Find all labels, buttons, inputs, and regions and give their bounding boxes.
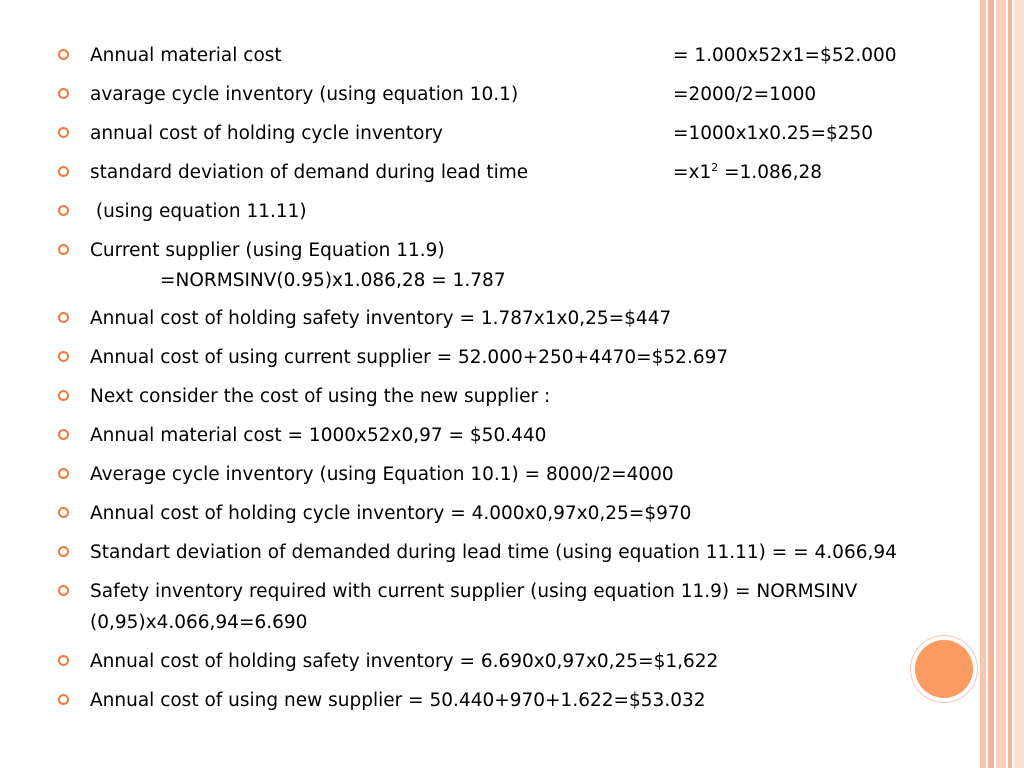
bullet-list <box>58 40 958 724</box>
item-text: Annual cost of holding safety inventory = 6.690x0,97x0,25=$1,622 <box>90 651 719 672</box>
list-item <box>58 420 958 451</box>
value-superscript: 2 <box>711 160 719 174</box>
item-text: Annual cost of holding cycle inventory = 4.000x0,97x0,25=$970 <box>90 503 692 524</box>
bullet-icon <box>58 468 69 479</box>
item-text: Annual material cost = 1000x52x0,97 = $50.440 <box>90 425 547 446</box>
bullet-icon <box>58 127 69 138</box>
list-item <box>58 157 958 188</box>
bullet-icon <box>58 166 69 177</box>
item-text: Annual material cost <box>90 45 282 66</box>
bullet-icon <box>58 205 69 216</box>
list-item <box>58 235 958 295</box>
decorative-stripe <box>996 0 1006 768</box>
decorative-stripe <box>988 0 994 768</box>
list-item <box>58 459 958 490</box>
bullet-icon <box>58 546 69 557</box>
item-value: = 1.000x52x1=$52.000 <box>673 45 897 66</box>
decorative-stripe <box>980 0 986 768</box>
list-item <box>58 196 958 227</box>
bullet-icon <box>58 312 69 323</box>
item-text: Standart deviation of demanded during lead time (using equation 11.11) = = 4.066,94 <box>90 542 897 563</box>
bullet-icon <box>58 88 69 99</box>
item-text: (using equation 11.11) <box>90 201 307 222</box>
list-item <box>58 303 958 334</box>
item-value: =2000/2=1000 <box>673 84 817 105</box>
item-text: Current supplier (using Equation 11.9) <box>90 240 445 261</box>
bullet-icon <box>58 655 69 666</box>
bullet-icon <box>58 429 69 440</box>
item-text: standard deviation of demand during lead time <box>90 162 529 183</box>
list-item <box>58 646 958 677</box>
item-text: Annual cost of holding safety inventory = 1.787x1x0,25=$447 <box>90 308 672 329</box>
list-item <box>58 118 958 149</box>
list-item <box>58 381 958 412</box>
list-item <box>58 576 958 638</box>
bullet-icon <box>58 351 69 362</box>
bullet-icon <box>58 244 69 255</box>
item-text: Average cycle inventory (using Equation 10.1) = 8000/2=4000 <box>90 464 674 485</box>
value-part: =1.086,28 <box>718 162 822 183</box>
item-text: Annual cost of using current supplier = 52.000+250+4470=$52.697 <box>90 347 729 368</box>
list-item <box>58 498 958 529</box>
item-value: =1000x1x0.25=$250 <box>673 123 874 144</box>
bullet-icon <box>58 507 69 518</box>
list-item <box>58 685 958 716</box>
bullet-icon <box>58 390 69 401</box>
item-text: avarage cycle inventory (using equation 10.1) <box>90 84 519 105</box>
list-item <box>58 79 958 110</box>
list-item <box>58 342 958 373</box>
bullet-icon <box>58 585 69 596</box>
list-item <box>58 40 958 71</box>
bullet-icon <box>58 49 69 60</box>
item-text: annual cost of holding cycle inventory <box>90 123 443 144</box>
item-text: Annual cost of using new supplier = 50.440+970+1.622=$53.032 <box>90 690 706 711</box>
value-part: =x1 <box>673 162 712 183</box>
item-value <box>673 157 822 188</box>
decorative-stripe <box>1014 0 1024 768</box>
item-text: Next consider the cost of using the new supplier : <box>90 386 551 407</box>
list-item <box>58 537 958 568</box>
item-text-line2: =NORMSINV(0.95)x1.086,28 = 1.787 <box>160 270 506 291</box>
item-text: Safety inventory required with current supplier (using equation 11.9) = NORMSINV (0,95)x4.066,94=6.690 <box>90 581 858 633</box>
decorative-stripe <box>1008 0 1012 768</box>
bullet-icon <box>58 694 69 705</box>
